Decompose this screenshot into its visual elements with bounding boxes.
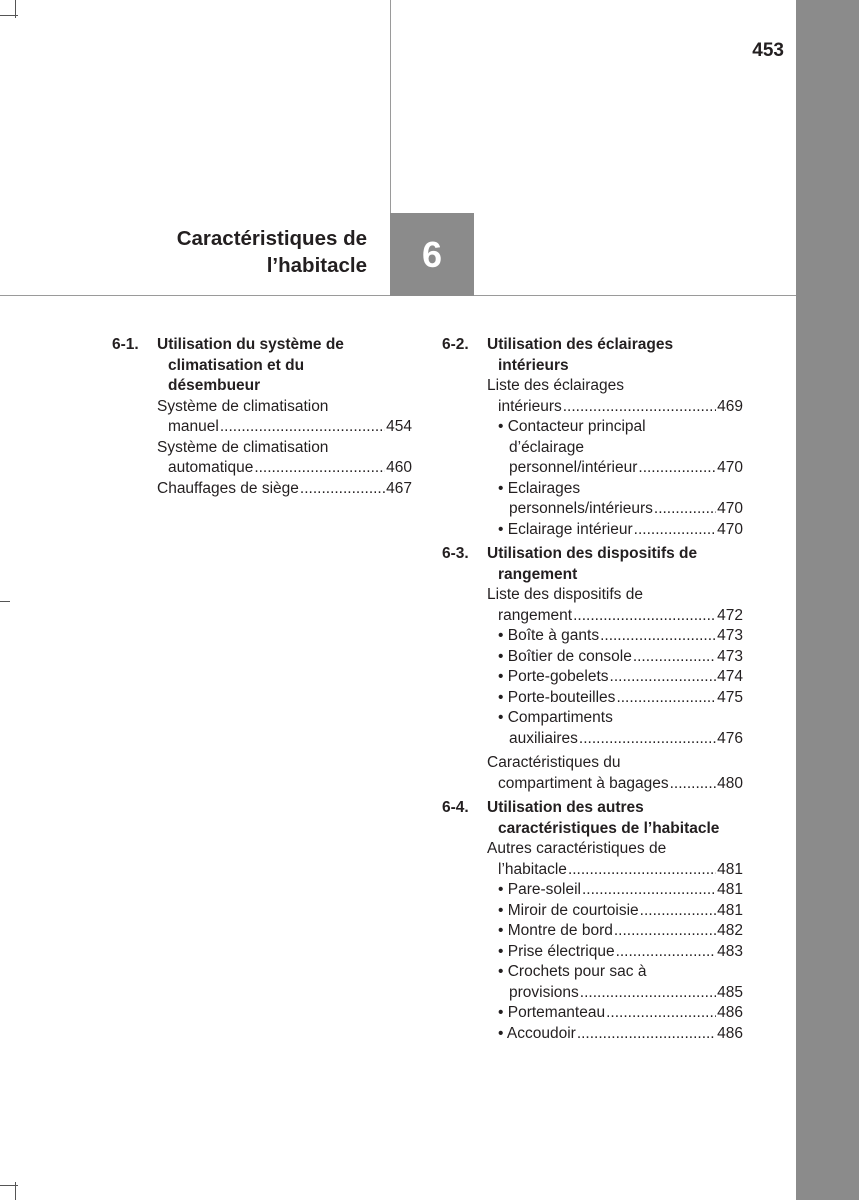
entry-text-line: d’éclairage [509, 438, 584, 456]
entry-leader-line [498, 688, 743, 709]
section-number: 6-2. [442, 336, 469, 353]
entry-page-number: 473 [717, 627, 743, 644]
entry-leader-line [498, 647, 743, 668]
entry-title: intérieurs [498, 397, 562, 415]
entry-title: • Miroir de courtoisie [498, 901, 639, 919]
entry-title: auxiliaires [509, 729, 578, 747]
toc-section [442, 544, 743, 794]
entry-leader-line [157, 479, 412, 500]
dot-leader [606, 1003, 716, 1024]
entry-page-number: 481 [717, 901, 743, 919]
dot-leader [580, 983, 716, 1004]
entry-title: • Porte-bouteilles [498, 688, 616, 706]
entry-title: provisions [509, 983, 579, 1001]
crop-mark [0, 601, 10, 602]
entry-text-line: • Eclairages [498, 479, 581, 497]
entry-page-number: 480 [717, 774, 743, 792]
section-title [487, 544, 732, 585]
entry-leader-line [498, 983, 743, 1004]
entry-page-number: 470 [717, 500, 743, 517]
toc-entry[interactable] [498, 1003, 743, 1024]
vertical-rule [390, 0, 391, 213]
dot-leader [633, 647, 716, 668]
entry-page-number: 485 [717, 983, 743, 1001]
dot-leader [220, 417, 385, 438]
entry-leader-line [498, 520, 743, 541]
dot-leader [638, 458, 716, 479]
entry-text-line: Caractéristiques du [487, 754, 621, 771]
toc-entry[interactable] [498, 880, 743, 901]
toc-section [442, 335, 743, 540]
entry-leader-line [157, 417, 412, 438]
toc-entry[interactable] [498, 962, 743, 1003]
entry-title: • Porte-gobelets [498, 668, 609, 685]
dot-leader [634, 520, 716, 541]
entry-leader-line [487, 774, 743, 795]
entry-title: automatique [168, 459, 254, 476]
entry-page-number: 467 [386, 479, 412, 497]
dot-leader [614, 921, 716, 942]
entry-text-line: • Compartiments [498, 709, 613, 726]
chapter-number: 6 [421, 233, 443, 275]
toc-entry[interactable] [498, 921, 743, 942]
toc-entry[interactable] [498, 708, 743, 749]
section-title-line: désembueur [168, 377, 261, 394]
entry-title: • Portemanteau [498, 1004, 606, 1021]
entry-leader-line [498, 942, 743, 963]
dot-leader [640, 901, 716, 922]
entry-page-number: 473 [717, 647, 743, 665]
page-number: 453 [752, 40, 784, 61]
dot-leader [610, 667, 717, 688]
dot-leader [654, 499, 716, 520]
toc-column-left [112, 335, 412, 503]
entry-leader-line [498, 667, 743, 688]
entry-text-line: • Crochets pour sac à [498, 963, 647, 980]
toc-section [112, 335, 412, 499]
section-heading [442, 544, 743, 585]
dot-leader [577, 1024, 716, 1045]
entry-leader-line [498, 626, 743, 647]
section-title-line: caractéristiques de l’habitacle [498, 819, 720, 837]
section-title [157, 335, 402, 397]
entry-page-number: 472 [717, 606, 743, 624]
toc-entry[interactable] [487, 753, 743, 794]
entry-text-line: Autres caractéristiques de [487, 840, 667, 857]
section-title-line: Utilisation des éclairages [487, 336, 674, 353]
entry-leader-line [498, 458, 743, 479]
toc-entry[interactable] [498, 901, 743, 922]
entry-page-number: 460 [386, 459, 412, 476]
section-number: 6-4. [442, 799, 469, 816]
dot-leader [616, 942, 717, 963]
crop-mark [15, 1182, 16, 1200]
entry-title: personnel/intérieur [509, 459, 638, 476]
entry-leader-line [498, 499, 743, 520]
section-number: 6-1. [112, 336, 139, 353]
entry-title: • Eclairage intérieur [498, 520, 633, 538]
entry-title: • Boîte à gants [498, 627, 600, 644]
entry-leader-line [487, 397, 743, 418]
section-heading [442, 335, 743, 376]
toc-entry[interactable] [498, 667, 743, 688]
entry-leader-line [498, 921, 743, 942]
entry-page-number: 475 [717, 688, 743, 706]
entry-page-number: 481 [717, 860, 743, 878]
entry-leader-line [498, 901, 743, 922]
entry-title: • Accoudoir [498, 1024, 576, 1042]
toc-entry[interactable] [487, 839, 743, 880]
entry-page-number: 486 [717, 1004, 743, 1021]
toc-entry[interactable] [498, 688, 743, 709]
entry-title: • Montre de bord [498, 922, 613, 939]
dot-leader [568, 860, 716, 881]
toc-entry[interactable] [487, 376, 743, 417]
section-title [487, 335, 732, 376]
entry-leader-line [487, 860, 743, 881]
toc-entry[interactable] [498, 626, 743, 647]
section-title-line: Utilisation des dispositifs de [487, 545, 698, 562]
entry-leader-line [487, 606, 743, 627]
chapter-number-box [390, 213, 474, 296]
entry-page-number: 454 [386, 418, 412, 435]
entry-title: rangement [498, 606, 573, 624]
toc-entry[interactable] [498, 942, 743, 963]
toc-entry[interactable] [487, 585, 743, 626]
entry-leader-line [157, 458, 412, 479]
entry-text-line: Système de climatisation [157, 397, 329, 415]
entry-page-number: 476 [717, 729, 743, 747]
entry-title: compartiment à bagages [498, 774, 669, 792]
section-title-line: rangement [498, 565, 578, 583]
toc-entry[interactable] [498, 1024, 743, 1045]
dot-leader [579, 729, 716, 750]
entry-text-line: Système de climatisation [157, 438, 329, 456]
section-title-line: Utilisation du système de [157, 336, 344, 353]
toc-entry[interactable] [157, 438, 412, 479]
entry-page-number: 470 [717, 459, 743, 476]
crop-mark [15, 0, 16, 18]
entry-title: • Pare-soleil [498, 881, 581, 898]
section-number: 6-3. [442, 545, 469, 562]
section-title [487, 798, 732, 839]
dot-leader [582, 880, 716, 901]
dot-leader [563, 397, 716, 418]
entry-title: personnels/intérieurs [509, 500, 653, 517]
entry-page-number: 481 [717, 881, 743, 898]
entry-text-line: Liste des dispositifs de [487, 586, 643, 603]
dot-leader [600, 626, 716, 647]
chapter-title-line: Caractéristiques de [176, 227, 367, 250]
entry-page-number: 474 [717, 668, 743, 685]
entry-title: l’habitacle [498, 860, 567, 878]
toc-entry[interactable] [157, 397, 412, 438]
toc-entry[interactable] [498, 647, 743, 668]
toc-entry[interactable] [498, 417, 743, 479]
toc-column-right [442, 335, 743, 1048]
dot-leader [573, 606, 716, 627]
entry-title: Chauffages de siège [157, 479, 299, 497]
entry-page-number: 486 [717, 1024, 743, 1042]
entry-leader-line [498, 729, 743, 750]
entry-title: • Boîtier de console [498, 647, 632, 665]
toc-section [442, 798, 743, 1044]
section-title-line: intérieurs [498, 356, 569, 374]
entry-page-number: 483 [717, 942, 743, 960]
entry-leader-line [498, 880, 743, 901]
section-title-line: climatisation et du [168, 356, 305, 374]
entry-title: manuel [168, 418, 219, 435]
dot-leader [254, 458, 385, 479]
entry-text-line: Liste des éclairages [487, 377, 624, 394]
chapter-title [60, 225, 367, 279]
section-title-line: Utilisation des autres [487, 799, 644, 816]
entry-leader-line [498, 1024, 743, 1045]
entry-text-line: • Contacteur principal [498, 418, 646, 435]
dot-leader [670, 774, 717, 795]
toc-entry[interactable] [157, 479, 412, 500]
chapter-title-line: l’habitacle [266, 254, 367, 277]
toc-entry[interactable] [498, 520, 743, 541]
entry-page-number: 469 [717, 397, 743, 415]
entry-title: • Prise électrique [498, 942, 615, 960]
entry-page-number: 470 [717, 520, 743, 538]
section-heading [112, 335, 412, 397]
entry-page-number: 482 [717, 922, 743, 939]
toc-entry[interactable] [498, 479, 743, 520]
side-thumb-tab [796, 0, 859, 1200]
entry-leader-line [498, 1003, 743, 1024]
section-heading [442, 798, 743, 839]
dot-leader [300, 479, 385, 500]
dot-leader [616, 688, 716, 709]
